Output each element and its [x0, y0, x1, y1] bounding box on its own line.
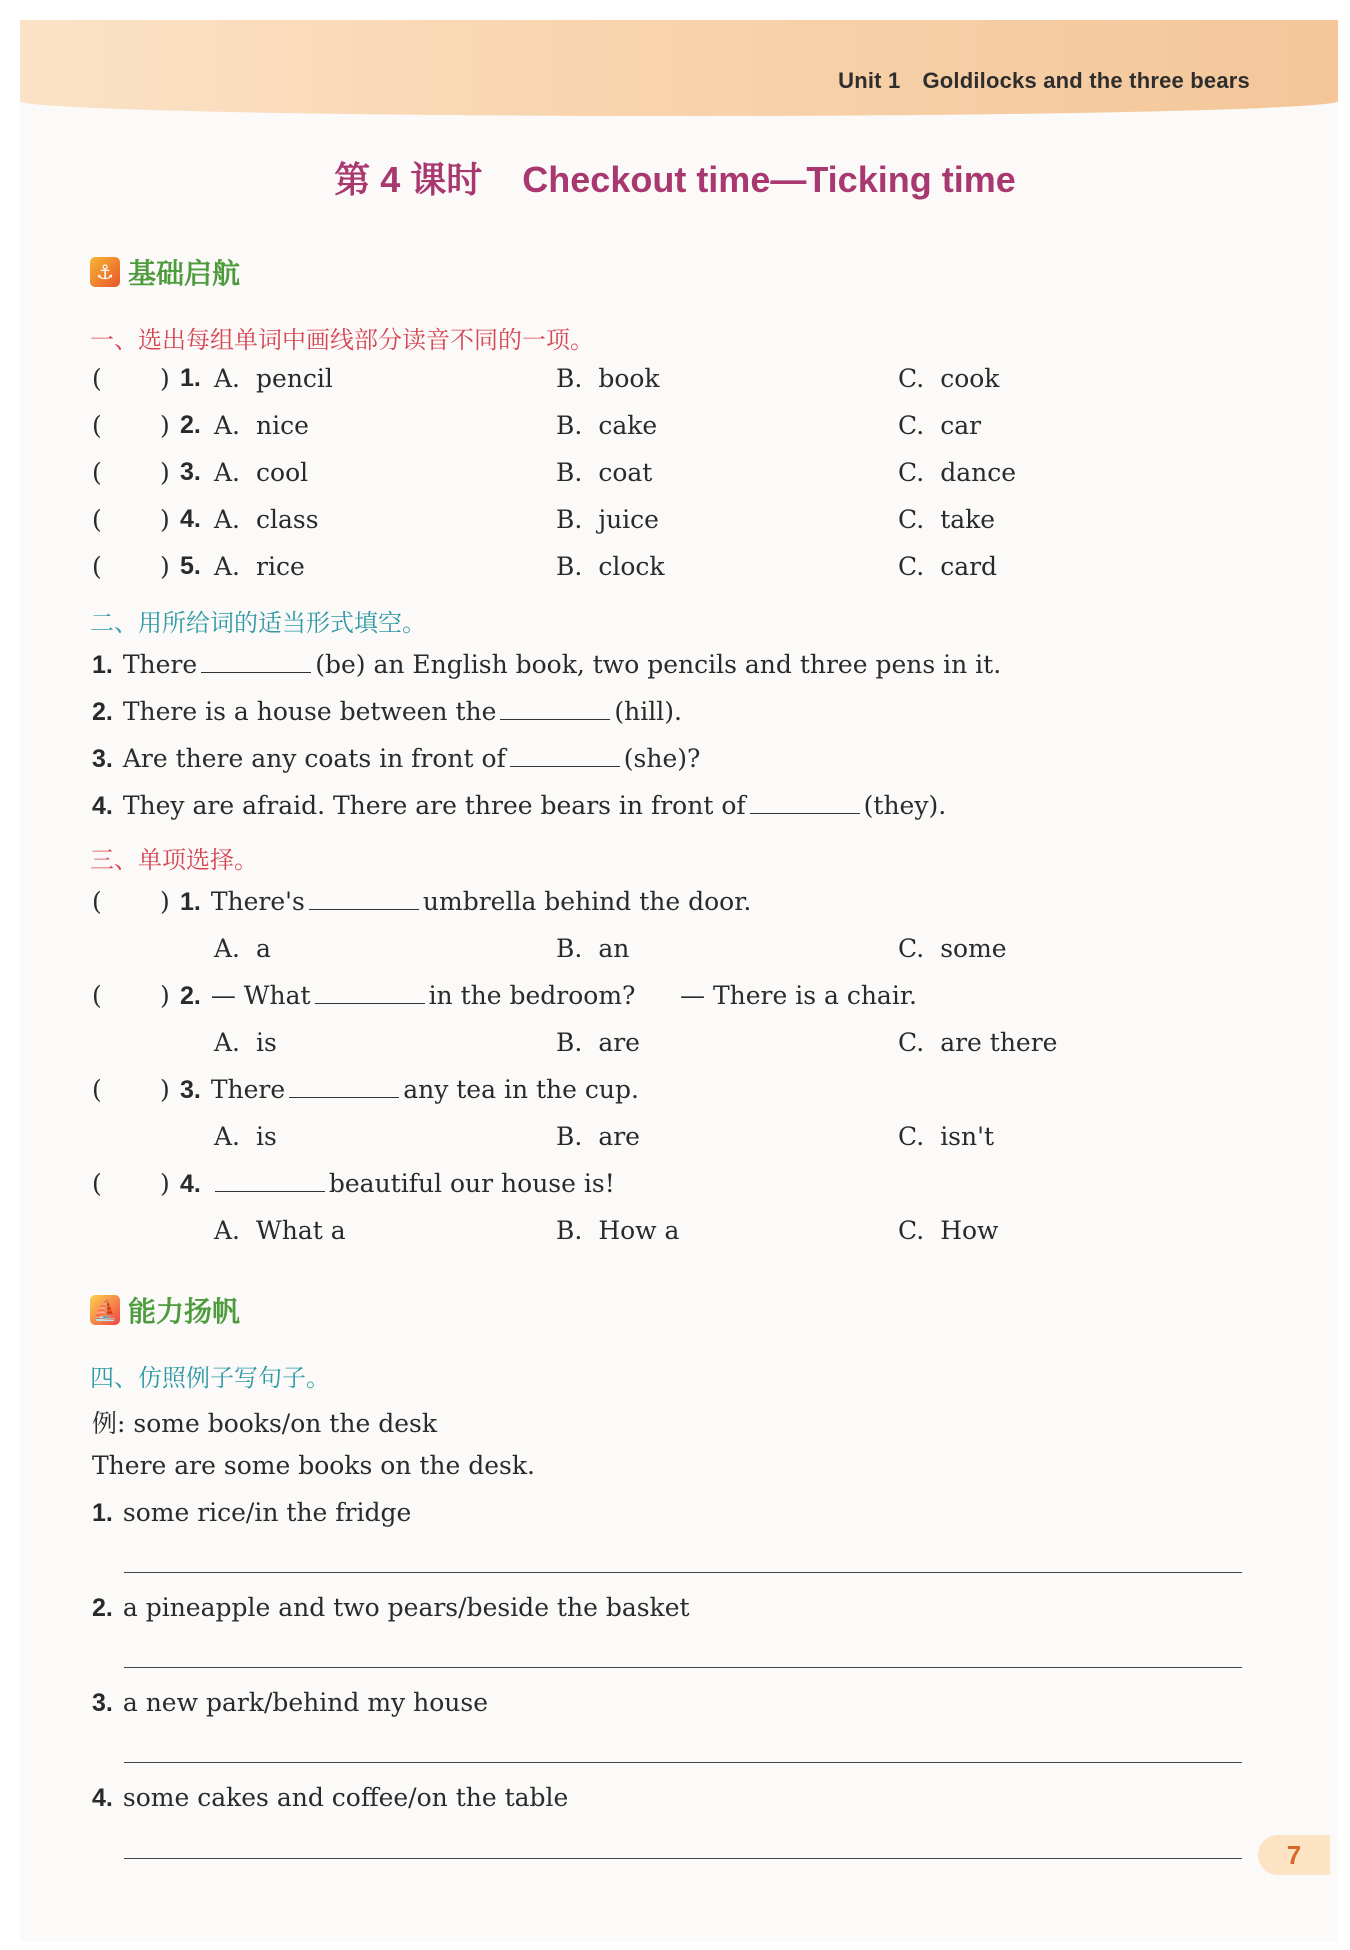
- part4-heading: 四、仿照例子写句子。: [90, 1364, 330, 1392]
- item-prompt: a pineapple and two pears/beside the basket: [122, 1593, 690, 1622]
- answer-blank[interactable]: [215, 1169, 325, 1192]
- part3-question-3: [0, 1075, 1350, 1115]
- question-number: 1.: [180, 364, 201, 392]
- part2-item-4: [0, 791, 1350, 831]
- part3-options-2: [0, 1028, 1350, 1068]
- dialogue-reply: — There is a chair.: [680, 981, 917, 1010]
- answer-paren-open: (: [92, 887, 102, 916]
- item-text-before: There is a house between the: [122, 697, 497, 726]
- question-number: 5.: [180, 552, 201, 580]
- part2-item-3: [0, 744, 1350, 784]
- option-b: B. book: [556, 364, 660, 393]
- option-a: A. cool: [214, 458, 309, 487]
- option-c: C. dance: [898, 458, 1016, 487]
- unit-number: Unit 1: [838, 68, 901, 93]
- answer-paren-open: (: [92, 458, 102, 487]
- answer-paren-close: ): [160, 1075, 170, 1104]
- option-c: C. How: [898, 1216, 999, 1245]
- answer-paren-close: ): [160, 411, 170, 440]
- option-c: C. isn't: [898, 1122, 995, 1151]
- item-text-after: (hill).: [614, 697, 682, 726]
- question-stem: 1. There's umbrella behind the door.: [180, 887, 752, 916]
- item-number: 2.: [92, 698, 113, 726]
- option-a: A. class: [214, 505, 319, 534]
- part2-item-1: [0, 650, 1350, 690]
- item-number: 4.: [92, 792, 113, 820]
- part2-item-2: [0, 697, 1350, 737]
- answer-paren-close: ): [160, 552, 170, 581]
- part1-question-4: [0, 505, 1350, 545]
- part2-heading: 二、用所给词的适当形式填空。: [90, 609, 426, 637]
- answer-paren-open: (: [92, 552, 102, 581]
- anchor-icon: ⚓: [90, 257, 120, 287]
- answer-line[interactable]: [124, 1858, 1242, 1859]
- lesson-title: [0, 152, 1350, 203]
- item-number: 2.: [92, 1594, 113, 1622]
- answer-blank[interactable]: [750, 791, 860, 814]
- example-prompt: 例: some books/on the desk: [92, 1409, 437, 1438]
- answer-paren-close: ): [160, 364, 170, 393]
- part4-item-3: [0, 1688, 1350, 1728]
- option-c: C. cook: [898, 364, 1000, 393]
- section-ability: [90, 1290, 240, 1330]
- answer-paren-close: ): [160, 981, 170, 1010]
- item-prompt: a new park/behind my house: [122, 1688, 488, 1717]
- answer-paren-open: (: [92, 505, 102, 534]
- answer-line[interactable]: [124, 1572, 1242, 1573]
- sailboat-icon: ⛵: [90, 1295, 120, 1325]
- part1-question-3: [0, 458, 1350, 498]
- item-text-after: (be) an English book, two pencils and three pens in it.: [315, 650, 1002, 679]
- option-c: C. car: [898, 411, 982, 440]
- part4-item-4: [0, 1783, 1350, 1823]
- section-basic-title: 基础启航: [128, 257, 241, 290]
- part3-options-3: [0, 1122, 1350, 1162]
- answer-paren-open: (: [92, 364, 102, 393]
- question-number: 2.: [180, 411, 201, 439]
- answer-paren-close: ): [160, 458, 170, 487]
- item-number: 4.: [92, 1784, 113, 1812]
- answer-paren-close: ): [160, 887, 170, 916]
- page-number: 7: [1258, 1835, 1330, 1875]
- answer-blank[interactable]: [201, 650, 311, 673]
- option-b: B. coat: [556, 458, 653, 487]
- header-banner: [20, 20, 1338, 116]
- option-b: B. clock: [556, 552, 665, 581]
- part4-item-1: [0, 1498, 1350, 1538]
- answer-paren-close: ): [160, 505, 170, 534]
- section-ability-title: 能力扬帆: [128, 1295, 241, 1328]
- option-a: A. nice: [214, 411, 309, 440]
- question-stem: 4. beautiful our house is!: [180, 1169, 615, 1198]
- part4-example-answer: [0, 1451, 1350, 1491]
- answer-blank[interactable]: [500, 697, 610, 720]
- lesson-number: 第 4 课时: [334, 159, 483, 200]
- option-a: A. is: [214, 1028, 277, 1057]
- section-basic: [90, 252, 240, 292]
- answer-paren-open: (: [92, 411, 102, 440]
- item-text-after: (she)?: [623, 744, 701, 773]
- item-text-before: There: [122, 650, 198, 679]
- answer-blank[interactable]: [315, 981, 425, 1004]
- question-stem: 2. — What in the bedroom?: [180, 981, 636, 1010]
- option-a: A. is: [214, 1122, 277, 1151]
- question-number: 3.: [180, 458, 201, 486]
- part3-question-4: [0, 1169, 1350, 1209]
- part3-question-2: [0, 981, 1350, 1021]
- option-c: C. take: [898, 505, 996, 534]
- option-c: C. are there: [898, 1028, 1058, 1057]
- answer-paren-open: (: [92, 1075, 102, 1104]
- option-a: A. rice: [214, 552, 305, 581]
- item-number: 1.: [92, 651, 113, 679]
- question-stem: 3. There any tea in the cup.: [180, 1075, 639, 1104]
- part3-options-4: [0, 1216, 1350, 1256]
- example-answer: There are some books on the desk.: [92, 1451, 535, 1480]
- item-number: 3.: [92, 1689, 113, 1717]
- item-text-after: (they).: [863, 791, 947, 820]
- option-a: A. a: [214, 934, 271, 963]
- answer-paren-open: (: [92, 981, 102, 1010]
- option-c: C. card: [898, 552, 998, 581]
- option-a: A. What a: [214, 1216, 346, 1245]
- item-number: 3.: [92, 745, 113, 773]
- option-b: B. juice: [556, 505, 659, 534]
- part1-heading: 一、选出每组单词中画线部分读音不同的一项。: [90, 326, 594, 354]
- option-b: B. are: [556, 1122, 640, 1151]
- item-prompt: some rice/in the fridge: [122, 1498, 412, 1527]
- option-b: B. are: [556, 1028, 640, 1057]
- answer-blank[interactable]: [309, 887, 419, 910]
- part3-question-1: [0, 887, 1350, 927]
- answer-paren-close: ): [160, 1169, 170, 1198]
- part1-question-1: [0, 364, 1350, 404]
- answer-line[interactable]: [124, 1667, 1242, 1668]
- option-b: B. an: [556, 934, 630, 963]
- part1-question-5: [0, 552, 1350, 592]
- part3-heading: 三、单项选择。: [90, 846, 258, 874]
- item-text-before: They are afraid. There are three bears in front of: [122, 791, 746, 820]
- part3-options-1: [0, 934, 1350, 974]
- unit-header: [838, 68, 1250, 94]
- question-number: 4.: [180, 505, 201, 533]
- answer-line[interactable]: [124, 1762, 1242, 1763]
- option-a: A. pencil: [214, 364, 333, 393]
- item-prompt: some cakes and coffee/on the table: [122, 1783, 569, 1812]
- answer-paren-open: (: [92, 1169, 102, 1198]
- item-number: 1.: [92, 1499, 113, 1527]
- answer-blank[interactable]: [289, 1075, 399, 1098]
- part4-item-2: [0, 1593, 1350, 1633]
- item-text-before: Are there any coats in front of: [122, 744, 506, 773]
- answer-blank[interactable]: [510, 744, 620, 767]
- option-c: C. some: [898, 934, 1007, 963]
- option-b: B. How a: [556, 1216, 680, 1245]
- lesson-name: Checkout time—Ticking time: [522, 159, 1016, 200]
- option-b: B. cake: [556, 411, 658, 440]
- part4-example-prompt: [0, 1404, 1350, 1444]
- part1-question-2: [0, 411, 1350, 451]
- unit-title: Goldilocks and the three bears: [922, 68, 1250, 93]
